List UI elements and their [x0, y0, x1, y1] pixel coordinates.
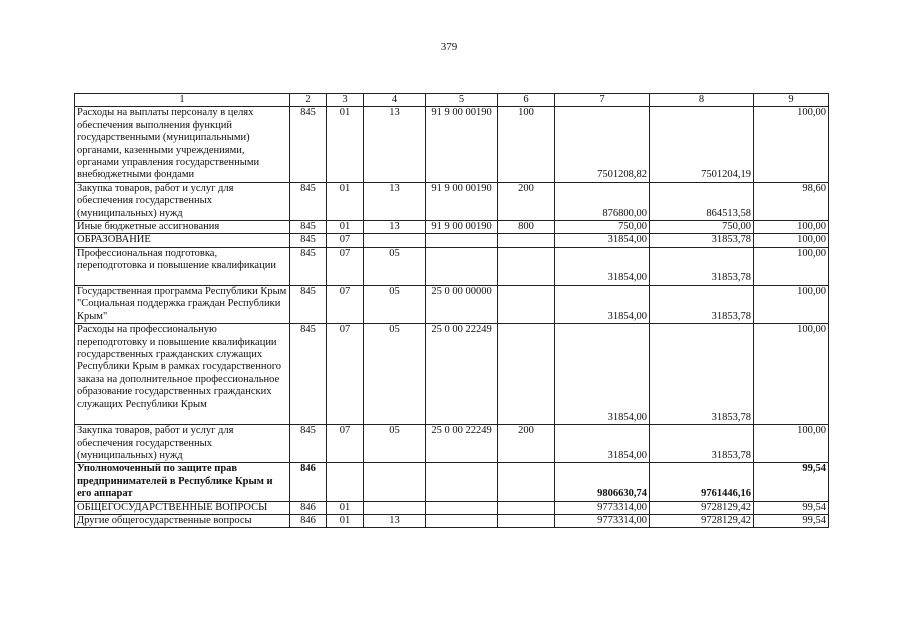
executed-amount-cell: 31853,78 [650, 234, 754, 247]
section-cell: 01 [327, 182, 364, 220]
expense-type-cell [498, 463, 555, 501]
subsection-cell: 05 [364, 425, 426, 463]
subsection-cell [364, 501, 426, 514]
row-name-cell: Расходы на профессиональную переподготовку и повышение квалификации государственных гражданских служащих Республики Крым в рамках государственного заказа на дополнительное профессиональное образование государственных гражданских служащих Республики Крым [75, 324, 290, 425]
row-name-cell: Иные бюджетные ассигнования [75, 221, 290, 234]
column-header: 3 [327, 94, 364, 107]
executed-amount-cell: 31853,78 [650, 247, 754, 285]
row-name-cell: Профессиональная подготовка, переподготовка и повышение квалификации [75, 247, 290, 285]
target-article-cell: 91 9 00 00190 [426, 107, 498, 182]
budget-table [74, 93, 829, 528]
planned-amount-cell: 9773314,00 [555, 501, 650, 514]
row-name-cell: Закупка товаров, работ и услуг для обеспечения государственных (муниципальных) нужд [75, 182, 290, 220]
column-header: 2 [290, 94, 327, 107]
executed-amount-cell: 9761446,16 [650, 463, 754, 501]
executed-amount-cell: 31853,78 [650, 285, 754, 323]
table-row [75, 107, 829, 182]
ministry-code-cell: 845 [290, 324, 327, 425]
executed-amount-cell: 750,00 [650, 221, 754, 234]
planned-amount-cell: 31854,00 [555, 285, 650, 323]
subsection-cell: 13 [364, 514, 426, 527]
section-cell: 07 [327, 285, 364, 323]
target-article-cell: 25 0 00 22249 [426, 324, 498, 425]
planned-amount-cell: 31854,00 [555, 247, 650, 285]
table-row [75, 514, 829, 527]
expense-type-cell [498, 324, 555, 425]
section-cell: 07 [327, 324, 364, 425]
section-cell [327, 463, 364, 501]
row-name-cell: Расходы на выплаты персоналу в целях обеспечения выполнения функций государственными (муниципальными) органами, казенными учреждениями, органами управления государственными внебюджетными фондами [75, 107, 290, 182]
expense-type-cell: 200 [498, 182, 555, 220]
planned-amount-cell: 7501208,82 [555, 107, 650, 182]
executed-amount-cell: 9728129,42 [650, 501, 754, 514]
column-header: 5 [426, 94, 498, 107]
column-header: 8 [650, 94, 754, 107]
percent-cell: 100,00 [754, 247, 829, 285]
section-cell: 01 [327, 221, 364, 234]
ministry-code-cell: 845 [290, 107, 327, 182]
row-name-cell: Уполномоченный по защите прав предпринимателей в Республике Крым и его аппарат [75, 463, 290, 501]
percent-cell: 99,54 [754, 463, 829, 501]
percent-cell: 100,00 [754, 221, 829, 234]
percent-cell: 99,54 [754, 514, 829, 527]
expense-type-cell: 200 [498, 425, 555, 463]
table-row [75, 247, 829, 285]
header-row [75, 94, 829, 107]
table-row [75, 234, 829, 247]
expense-type-cell: 100 [498, 107, 555, 182]
percent-cell: 98,60 [754, 182, 829, 220]
section-cell: 01 [327, 501, 364, 514]
subsection-cell: 13 [364, 182, 426, 220]
column-header: 7 [555, 94, 650, 107]
planned-amount-cell: 9773314,00 [555, 514, 650, 527]
percent-cell: 100,00 [754, 324, 829, 425]
column-header: 6 [498, 94, 555, 107]
planned-amount-cell: 750,00 [555, 221, 650, 234]
target-article-cell: 25 0 00 00000 [426, 285, 498, 323]
ministry-code-cell: 845 [290, 247, 327, 285]
expense-type-cell: 800 [498, 221, 555, 234]
table-row [75, 324, 829, 425]
subsection-cell: 13 [364, 221, 426, 234]
ministry-code-cell: 846 [290, 501, 327, 514]
percent-cell: 100,00 [754, 285, 829, 323]
executed-amount-cell: 864513,58 [650, 182, 754, 220]
target-article-cell [426, 463, 498, 501]
percent-cell: 100,00 [754, 425, 829, 463]
expense-type-cell [498, 514, 555, 527]
expense-type-cell [498, 285, 555, 323]
expense-type-cell [498, 247, 555, 285]
percent-cell: 100,00 [754, 234, 829, 247]
target-article-cell: 91 9 00 00190 [426, 182, 498, 220]
executed-amount-cell: 9728129,42 [650, 514, 754, 527]
ministry-code-cell: 845 [290, 182, 327, 220]
planned-amount-cell: 31854,00 [555, 234, 650, 247]
ministry-code-cell: 846 [290, 514, 327, 527]
ministry-code-cell: 845 [290, 234, 327, 247]
column-header: 1 [75, 94, 290, 107]
subsection-cell: 05 [364, 324, 426, 425]
row-name-cell: Закупка товаров, работ и услуг для обеспечения государственных (муниципальных) нужд [75, 425, 290, 463]
expense-type-cell [498, 501, 555, 514]
row-name-cell: Другие общегосударственные вопросы [75, 514, 290, 527]
row-name-cell: ОБЩЕГОСУДАРСТВЕННЫЕ ВОПРОСЫ [75, 501, 290, 514]
table-body [75, 94, 829, 528]
percent-cell: 99,54 [754, 501, 829, 514]
section-cell: 07 [327, 234, 364, 247]
table-row [75, 463, 829, 501]
ministry-code-cell: 845 [290, 285, 327, 323]
subsection-cell: 05 [364, 247, 426, 285]
target-article-cell [426, 514, 498, 527]
target-article-cell [426, 501, 498, 514]
planned-amount-cell: 9806630,74 [555, 463, 650, 501]
subsection-cell [364, 234, 426, 247]
expense-type-cell [498, 234, 555, 247]
target-article-cell [426, 234, 498, 247]
subsection-cell: 13 [364, 107, 426, 182]
planned-amount-cell: 31854,00 [555, 425, 650, 463]
row-name-cell: Государственная программа Республики Крым "Социальная поддержка граждан Республики Крым" [75, 285, 290, 323]
table-row [75, 221, 829, 234]
ministry-code-cell: 845 [290, 425, 327, 463]
executed-amount-cell: 31853,78 [650, 425, 754, 463]
target-article-cell [426, 247, 498, 285]
planned-amount-cell: 876800,00 [555, 182, 650, 220]
percent-cell: 100,00 [754, 107, 829, 182]
section-cell: 01 [327, 514, 364, 527]
table-row [75, 425, 829, 463]
page-number: 379 [440, 41, 458, 53]
subsection-cell: 05 [364, 285, 426, 323]
table-row [75, 285, 829, 323]
target-article-cell: 91 9 00 00190 [426, 221, 498, 234]
column-header: 4 [364, 94, 426, 107]
row-name-cell: ОБРАЗОВАНИЕ [75, 234, 290, 247]
table-row [75, 182, 829, 220]
ministry-code-cell: 845 [290, 221, 327, 234]
table-row [75, 501, 829, 514]
planned-amount-cell: 31854,00 [555, 324, 650, 425]
section-cell: 07 [327, 247, 364, 285]
section-cell: 07 [327, 425, 364, 463]
subsection-cell [364, 463, 426, 501]
ministry-code-cell: 846 [290, 463, 327, 501]
column-header: 9 [754, 94, 829, 107]
section-cell: 01 [327, 107, 364, 182]
executed-amount-cell: 31853,78 [650, 324, 754, 425]
target-article-cell: 25 0 00 22249 [426, 425, 498, 463]
executed-amount-cell: 7501204,19 [650, 107, 754, 182]
